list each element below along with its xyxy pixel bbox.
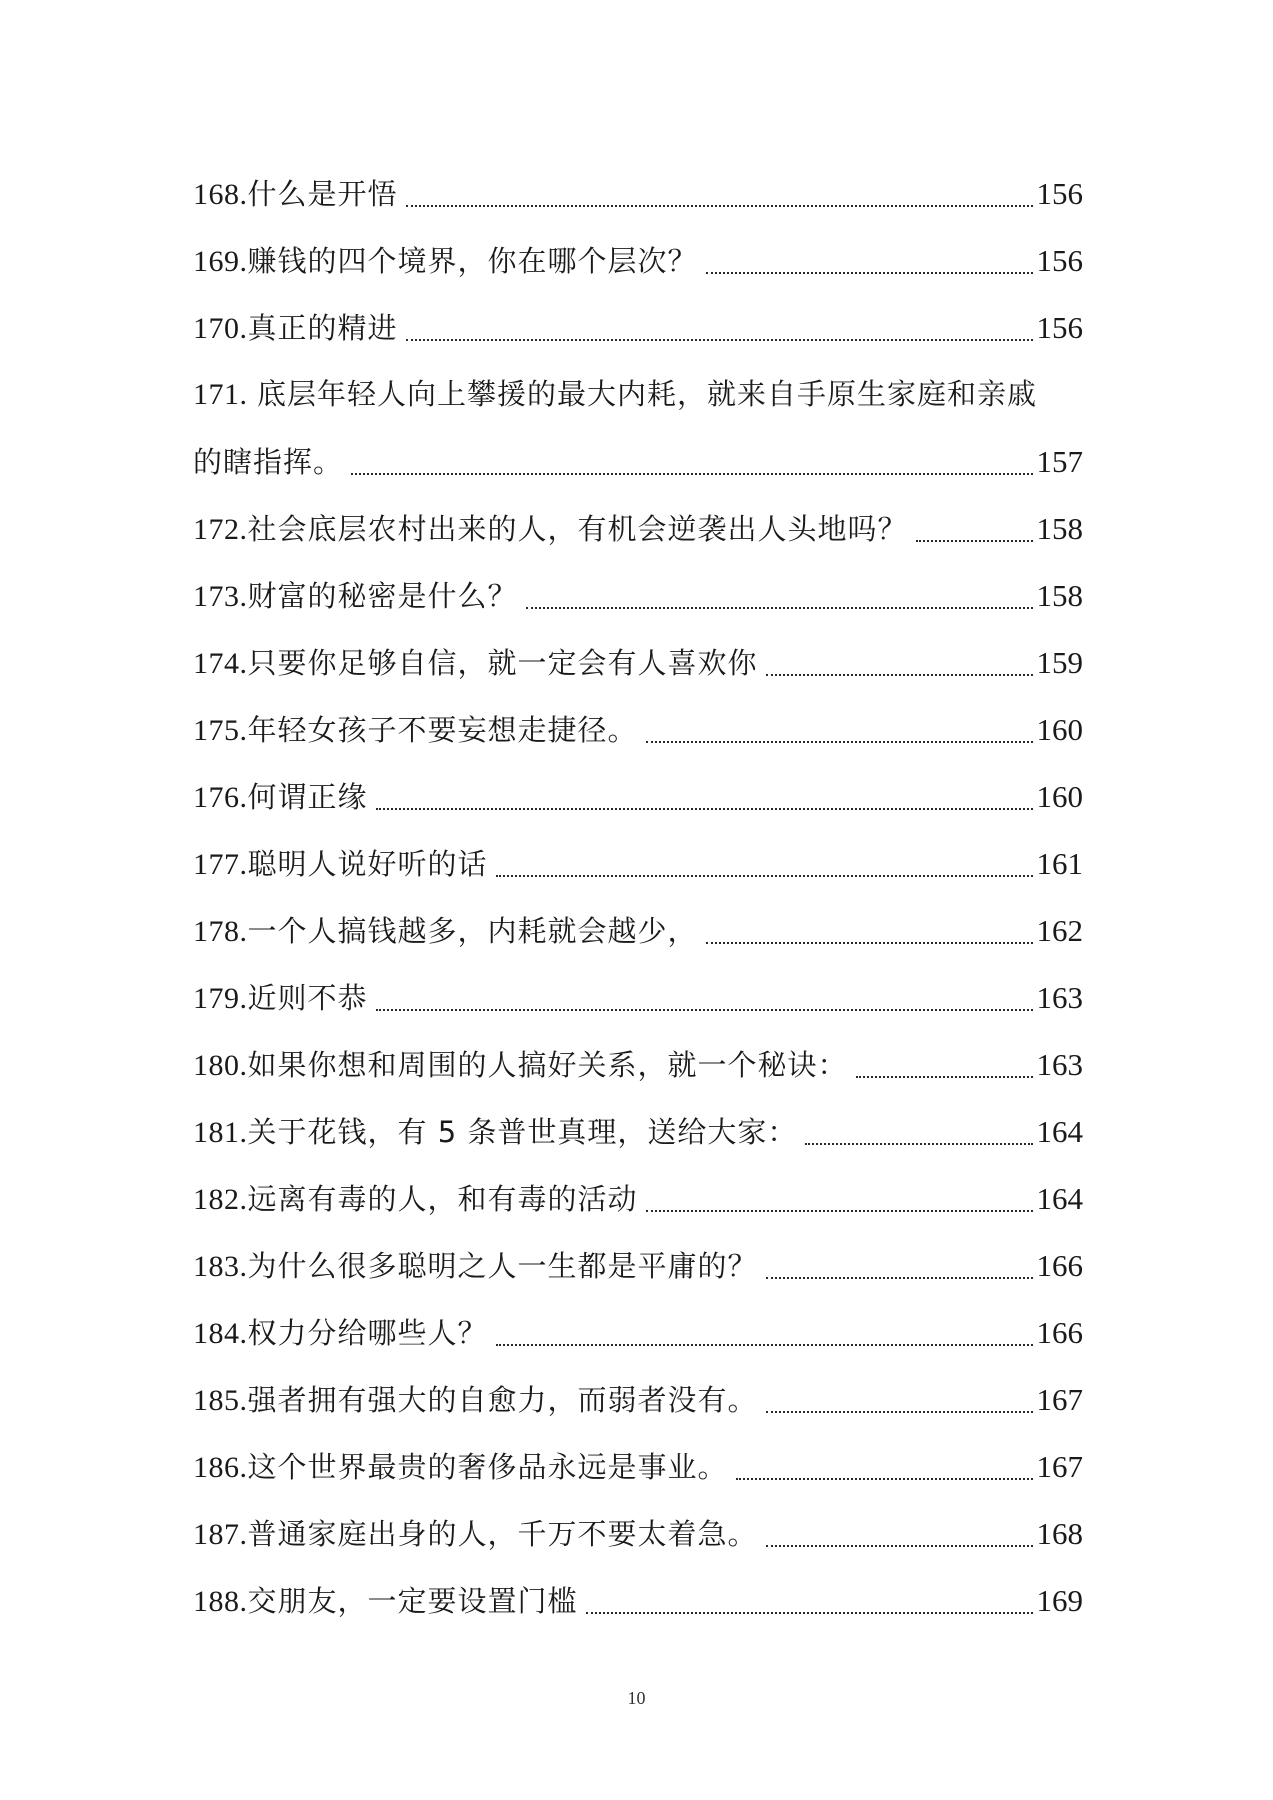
dot-leader [406,204,1033,207]
entry-title: 聪明人说好听的话 [247,847,488,881]
entry-title: 这个世界最贵的奢侈品永远是事业。 [247,1450,728,1484]
dot-leader [406,338,1033,341]
toc-entry[interactable] [193,160,1083,227]
dot-leader [766,673,1033,676]
entry-number: 177. [193,848,248,881]
entry-title: 普通家庭出身的人，千万不要太着急。 [247,1517,758,1551]
toc-entry[interactable] [193,964,1083,1031]
toc-entry[interactable] [193,495,1083,562]
entry-page: 160 [1036,712,1083,747]
toc-entry[interactable] [193,1299,1083,1366]
dot-leader [586,1611,1033,1614]
entry-number: 175. [193,714,248,747]
entry-page: 167 [1036,1382,1083,1417]
entry-title-continued: 的瞎指挥。 [193,445,344,479]
entry-number: 181. [193,1116,248,1149]
dot-leader [916,539,1033,542]
entry-title: 交朋友，一定要设置门槛 [247,1584,578,1618]
toc-entry[interactable] [193,696,1083,763]
entry-number: 183. [193,1250,248,1283]
entry-number: 176. [193,781,248,814]
entry-title: 一个人搞钱越多，内耗就会越少， [247,914,698,948]
entry-title: 社会底层农村出来的人，有机会逆袭出人头地吗？ [247,512,908,546]
dot-leader [856,1075,1033,1078]
dot-leader [646,1209,1033,1212]
entry-page: 163 [1036,1047,1083,1082]
toc-entry[interactable] [193,763,1083,830]
toc-entry[interactable] [193,1500,1083,1567]
entry-number: 180. [193,1049,248,1082]
entry-page: 158 [1036,511,1083,546]
page-number: 10 [627,1688,646,1708]
entry-page: 159 [1036,645,1083,680]
entry-title: 如果你想和周围的人搞好关系，就一个秘诀： [247,1048,848,1082]
entry-page: 163 [1036,980,1083,1015]
entry-title: 远离有毒的人，和有毒的活动 [247,1182,638,1216]
toc-entry[interactable] [193,897,1083,964]
toc-entry[interactable] [193,1366,1083,1433]
entry-title: 为什么很多聪明之人一生都是平庸的？ [247,1249,758,1283]
entry-page: 164 [1036,1114,1083,1149]
entry-title: 年轻女孩子不要妄想走捷径。 [247,713,638,747]
entry-title: 什么是开悟 [247,177,398,211]
toc-entry[interactable] [193,361,1083,495]
entry-title: 权力分给哪些人？ [247,1316,488,1350]
dot-leader [766,1410,1033,1413]
dot-leader [805,1142,1032,1145]
toc-entry[interactable] [193,830,1083,897]
toc-entry[interactable] [193,1232,1083,1299]
dot-leader [526,606,1033,609]
entry-title: 强者拥有强大的自愈力，而弱者没有。 [247,1383,758,1417]
toc-entry[interactable] [193,1433,1083,1500]
entry-title: 关于花钱，有 5 条普世真理，送给大家： [247,1115,798,1149]
entry-title: 只要你足够自信，就一定会有人喜欢你 [247,646,758,680]
dot-leader [351,472,1032,475]
entry-page: 169 [1036,1583,1083,1618]
entry-number: 184. [193,1317,248,1350]
table-of-contents [193,160,1083,1634]
entry-number: 188. [193,1585,248,1618]
dot-leader [706,271,1033,274]
entry-page: 168 [1036,1516,1083,1551]
toc-entry[interactable] [193,1567,1083,1634]
dot-leader [766,1544,1033,1547]
entry-number: 169. [193,245,248,278]
entry-page: 156 [1036,243,1083,278]
entry-number: 179. [193,982,248,1015]
entry-page: 157 [1036,444,1083,479]
toc-entry[interactable] [193,294,1083,361]
entry-page: 158 [1036,578,1083,613]
entry-page: 156 [1036,176,1083,211]
dot-leader [496,874,1033,877]
entry-number: 178. [193,915,248,948]
toc-entry[interactable] [193,1165,1083,1232]
entry-number: 186. [193,1451,248,1484]
entry-number: 170. [193,312,248,345]
entry-number: 174. [193,647,248,680]
dot-leader [646,740,1033,743]
entry-title: 何谓正缘 [247,780,368,814]
dot-leader [706,941,1033,944]
entry-number: 185. [193,1384,248,1417]
entry-title: 近则不恭 [247,981,368,1015]
entry-page: 167 [1036,1449,1083,1484]
entry-number: 172. [193,513,248,546]
entry-page: 156 [1036,310,1083,345]
dot-leader [766,1276,1033,1279]
entry-number: 182. [193,1183,248,1216]
toc-entry[interactable] [193,227,1083,294]
entry-number: 173. [193,580,248,613]
entry-page: 161 [1036,846,1083,881]
entry-number: 187. [193,1518,248,1551]
toc-entry[interactable] [193,1098,1083,1165]
entry-page: 160 [1036,779,1083,814]
entry-title: 赚钱的四个境界，你在哪个层次？ [247,244,698,278]
toc-entry[interactable] [193,629,1083,696]
toc-entry[interactable] [193,562,1083,629]
toc-entry[interactable] [193,1031,1083,1098]
entry-page: 166 [1036,1248,1083,1283]
entry-page: 162 [1036,913,1083,948]
dot-leader [376,807,1033,810]
entry-page: 164 [1036,1181,1083,1216]
entry-number: 171. [193,378,248,411]
entry-number: 168. [193,178,248,211]
dot-leader [736,1477,1033,1480]
dot-leader [496,1343,1033,1346]
dot-leader [376,1008,1033,1011]
entry-title: 真正的精进 [247,311,398,345]
entry-title: 财富的秘密是什么？ [247,579,518,613]
entry-title: 底层年轻人向上攀援的最大内耗，就来自手原生家庭和亲戚 [257,377,1038,411]
entry-page: 166 [1036,1315,1083,1350]
